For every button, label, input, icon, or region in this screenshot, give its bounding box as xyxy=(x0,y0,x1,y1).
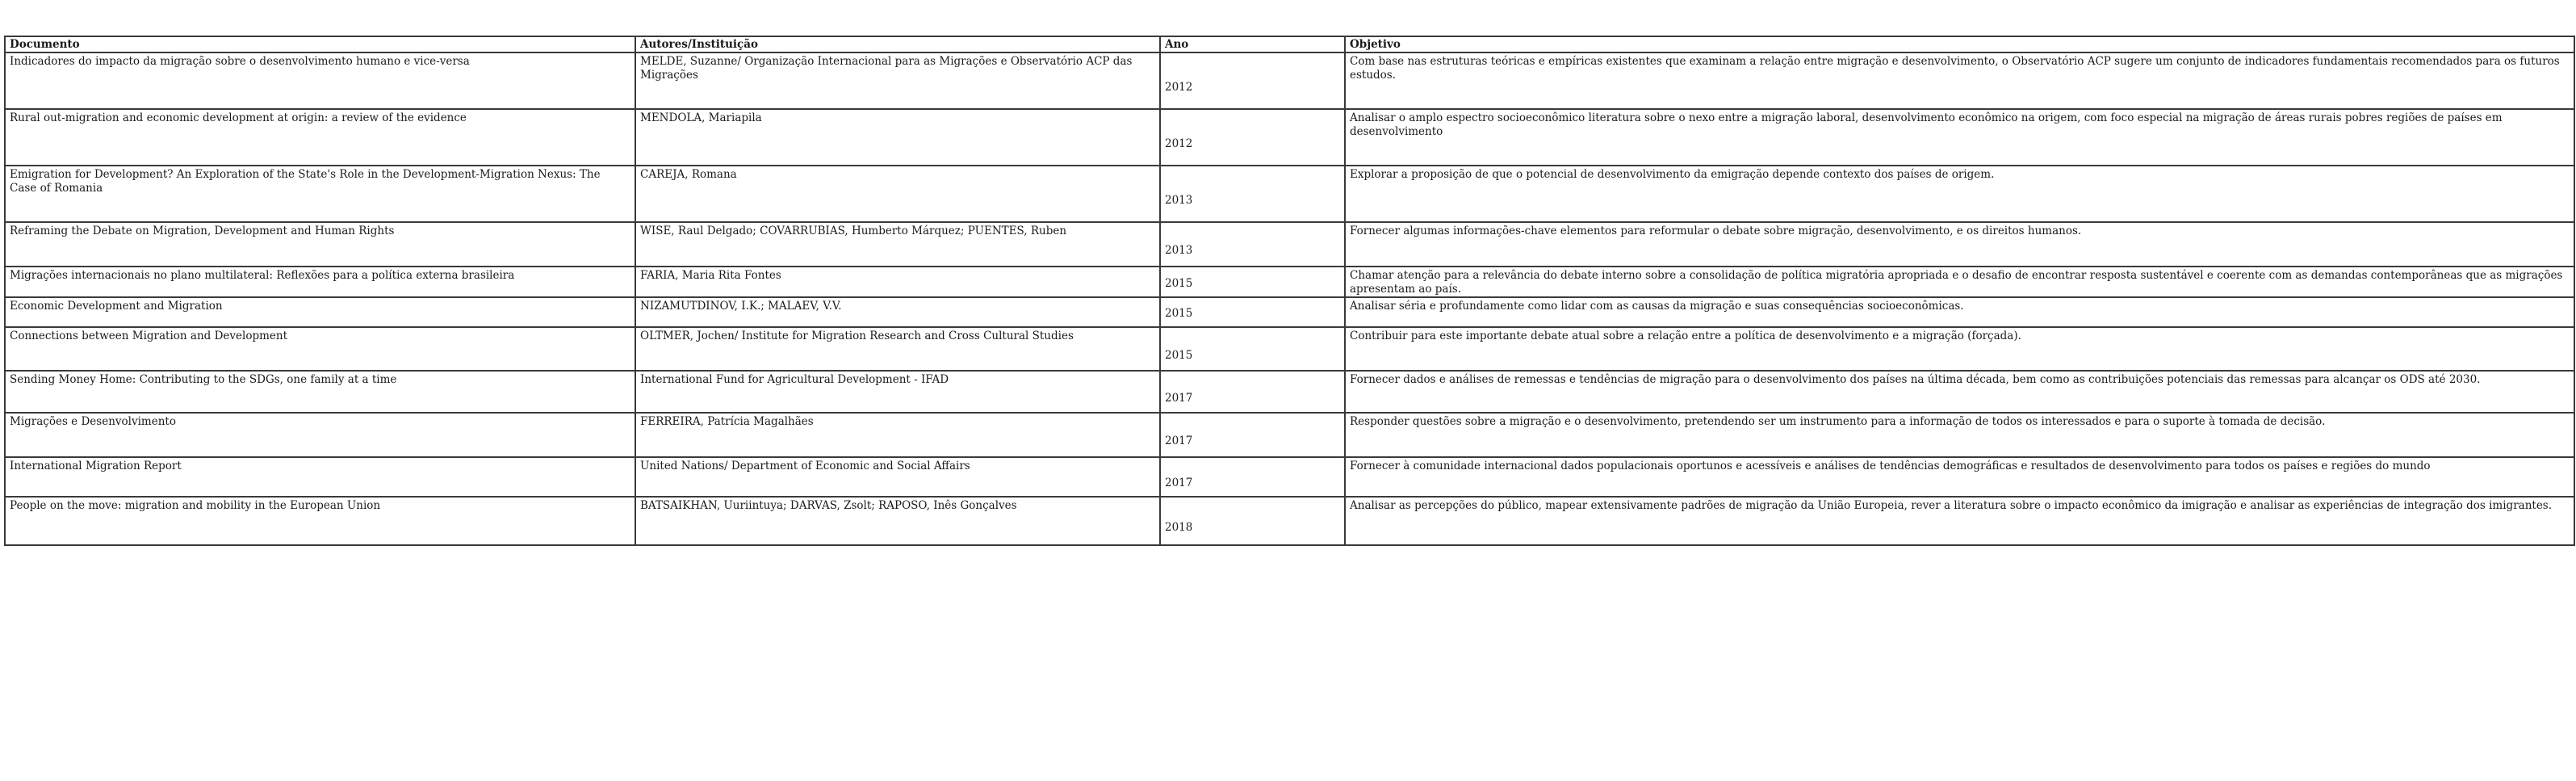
cell-ano: 2018 xyxy=(1160,497,1345,545)
cell-documento: Sending Money Home: Contributing to the SDGs, one family at a time xyxy=(5,371,635,413)
cell-documento: Emigration for Development? An Exploration of the State's Role in the Development-Migration Nexus: The Case of Romania xyxy=(5,166,635,222)
cell-objetivo: Explorar a proposição de que o potencial de desenvolvimento da emigração depende contexto dos países de origem. xyxy=(1345,166,2574,222)
cell-documento: International Migration Report xyxy=(5,457,635,497)
table-row xyxy=(5,457,2574,497)
cell-ano: 2012 xyxy=(1160,52,1345,109)
table-row xyxy=(5,267,2574,297)
header-ano: Ano xyxy=(1160,36,1345,52)
cell-objetivo: Responder questões sobre a migração e o desenvolvimento, pretendendo ser um instrumento para a informação de todos os interessados e para o suporte à tomada de decisão. xyxy=(1345,413,2574,457)
table-row xyxy=(5,52,2574,109)
cell-ano: 2017 xyxy=(1160,371,1345,413)
cell-ano: 2015 xyxy=(1160,297,1345,327)
table-header-row xyxy=(5,36,2574,52)
cell-objetivo: Chamar atenção para a relevância do debate interno sobre a consolidação de política migratória apropriada e o desafio de encontrar resposta sustentável e coerente com as demandas contemporâneas que as migrações apresentam ao país. xyxy=(1345,267,2574,297)
table-row xyxy=(5,166,2574,222)
cell-autores: WISE, Raul Delgado; COVARRUBIAS, Humberto Márquez; PUENTES, Ruben xyxy=(635,222,1160,267)
cell-autores: BATSAIKHAN, Uuriintuya; DARVAS, Zsolt; RAPOSO, Inês Gonçalves xyxy=(635,497,1160,545)
table-row xyxy=(5,371,2574,413)
cell-documento: Migrações e Desenvolvimento xyxy=(5,413,635,457)
cell-objetivo: Contribuir para este importante debate atual sobre a relação entre a política de desenvolvimento e a migração (forçada). xyxy=(1345,327,2574,371)
cell-ano: 2017 xyxy=(1160,457,1345,497)
cell-objetivo: Fornecer à comunidade internacional dados populacionais oportunos e acessíveis e análises de tendências demográficas e resultados de desenvolvimento para todos os países e regiões do mundo xyxy=(1345,457,2574,497)
cell-documento: Economic Development and Migration xyxy=(5,297,635,327)
cell-autores: FERREIRA, Patrícia Magalhães xyxy=(635,413,1160,457)
cell-ano: 2017 xyxy=(1160,413,1345,457)
table-row xyxy=(5,109,2574,166)
cell-objetivo: Fornecer algumas informações-chave elementos para reformular o debate sobre migração, desenvolvimento, e os direitos humanos. xyxy=(1345,222,2574,267)
cell-ano: 2012 xyxy=(1160,109,1345,166)
cell-objetivo: Com base nas estruturas teóricas e empíricas existentes que examinam a relação entre migração e desenvolvimento, o Observatório ACP sugere um conjunto de indicadores fundamentais recomendados para os futuros estudos. xyxy=(1345,52,2574,109)
cell-objetivo: Fornecer dados e análises de remessas e tendências de migração para o desenvolvimento dos países na última década, bem como as contribuições potenciais das remessas para alcançar os ODS até 2030. xyxy=(1345,371,2574,413)
cell-objetivo: Analisar séria e profundamente como lidar com as causas da migração e suas consequências socioeconômicas. xyxy=(1345,297,2574,327)
cell-ano: 2013 xyxy=(1160,222,1345,267)
cell-ano: 2013 xyxy=(1160,166,1345,222)
cell-autores: MENDOLA, Mariapila xyxy=(635,109,1160,166)
table-row xyxy=(5,327,2574,371)
literature-table-container xyxy=(4,36,2574,546)
header-autores: Autores/Instituição xyxy=(635,36,1160,52)
cell-autores: OLTMER, Jochen/ Institute for Migration Research and Cross Cultural Studies xyxy=(635,327,1160,371)
cell-documento: People on the move: migration and mobility in the European Union xyxy=(5,497,635,545)
cell-ano: 2015 xyxy=(1160,267,1345,297)
cell-documento: Rural out-migration and economic development at origin: a review of the evidence xyxy=(5,109,635,166)
cell-autores: FARIA, Maria Rita Fontes xyxy=(635,267,1160,297)
cell-documento: Migrações internacionais no plano multilateral: Reflexões para a política externa brasileira xyxy=(5,267,635,297)
cell-autores: International Fund for Agricultural Development - IFAD xyxy=(635,371,1160,413)
cell-objetivo: Analisar o amplo espectro socioeconômico literatura sobre o nexo entre a migração laboral, desenvolvimento econômico na origem, com foco especial na migração de áreas rurais pobres regiões de países em desenvolvimento xyxy=(1345,109,2574,166)
cell-objetivo: Analisar as percepções do público, mapear extensivamente padrões de migração da União Europeia, rever a literatura sobre o impacto econômico da imigração e analisar as experiências de integração dos imigrantes. xyxy=(1345,497,2574,545)
cell-autores: MELDE, Suzanne/ Organização Internacional para as Migrações e Observatório ACP das Migrações xyxy=(635,52,1160,109)
cell-documento: Indicadores do impacto da migração sobre o desenvolvimento humano e vice-versa xyxy=(5,52,635,109)
table-row xyxy=(5,297,2574,327)
cell-ano: 2015 xyxy=(1160,327,1345,371)
literature-table xyxy=(4,36,2575,546)
cell-autores: CAREJA, Romana xyxy=(635,166,1160,222)
cell-documento: Connections between Migration and Development xyxy=(5,327,635,371)
table-row xyxy=(5,497,2574,545)
cell-documento: Reframing the Debate on Migration, Development and Human Rights xyxy=(5,222,635,267)
table-row xyxy=(5,413,2574,457)
cell-autores: NIZAMUTDINOV, I.K.; MALAEV, V.V. xyxy=(635,297,1160,327)
header-objetivo: Objetivo xyxy=(1345,36,2574,52)
header-documento: Documento xyxy=(5,36,635,52)
table-row xyxy=(5,222,2574,267)
cell-autores: United Nations/ Department of Economic and Social Affairs xyxy=(635,457,1160,497)
